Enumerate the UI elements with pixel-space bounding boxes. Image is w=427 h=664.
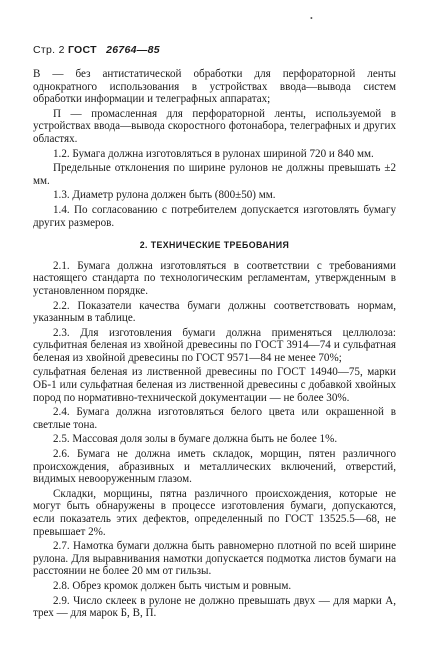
paragraph-2-7: 2.7. Намотка бумаги должна быть равномерно плотной по всей ширине рулона. Для выравнивания намотки допускается подмотка листов бумаги на расстоянии не более 20 мм от гильзы. (33, 540, 396, 578)
page-header (33, 44, 160, 56)
section-title: 2. ТЕХНИЧЕСКИЕ ТРЕБОВАНИЯ (139, 240, 290, 251)
scan-mark: • (310, 14, 313, 23)
standard-number: 26764—85 (106, 44, 160, 56)
paragraph-2-3-cont: сульфатная беленая из лиственной древесины по ГОСТ 14940—75, марки ОБ-1 или сульфатная беленая из лиственной древесины с добавкой хвойных пород по нормативно-технической документации — не более 30%. (33, 366, 396, 404)
paragraph-2-3: 2.3. Для изготовления бумаги должна применяться целлюлоза: сульфитная беленая из хвойной древесины по ГОСТ 3914—74 и сульфатная беленая из хвойной древесины по ГОСТ 9571—84 не менее 70%; (33, 326, 396, 364)
paragraph-grade-p: П — промасленная для перфораторной ленты, используемой в устройствах ввода—вывода скоростного фотонабора, телеграфных и других областях. (33, 107, 396, 145)
paragraph-2-6: 2.6. Бумага не должна иметь складок, морщин, пятен различного происхождения, абразивных и металлических включений, отверстий, видимых невооруженным глазом. (33, 448, 396, 486)
page-number: Стр. 2 (33, 44, 65, 56)
paragraph-2-4: 2.4. Бумага должна изготовляться белого цвета или окрашенной в светлые тона. (33, 406, 396, 431)
document-body (33, 68, 396, 622)
paragraph-1-4: 1.4. По согласованию с потребителем допускается изготовлять бумагу других размеров. (33, 203, 396, 229)
standard-label: ГОСТ (67, 44, 97, 56)
paragraph-2-1: 2.1. Бумага должна изготовляться в соответствии с требованиями настоящего стандарта по технологическим регламентам, утвержденным в установленном порядке. (33, 259, 396, 297)
paragraph-grade-v: В — без антистатической обработки для перфораторной ленты однократного использования в устройствах ввода—вывода систем обработки информации и телеграфных аппаратах; (33, 68, 396, 106)
paragraph-2-2: 2.2. Показатели качества бумаги должны соответствовать нормам, указанным в таблице. (33, 299, 396, 325)
paragraph-2-9: 2.9. Число склеек в рулоне не должно превышать двух — для марки А, трех — для марок Б, В, П. (33, 594, 396, 620)
paragraph-2-8: 2.8. Обрез кромок должен быть чистым и ровным. (53, 579, 292, 592)
paragraph-2-5: 2.5. Массовая доля золы в бумаге должна быть не более 1%. (53, 433, 338, 446)
paragraph-1-3: 1.3. Диаметр рулона должен быть (800±50) мм. (53, 189, 276, 202)
paragraph-2-6-cont: Складки, морщины, пятна различного происхождения, которые не могут быть обнаружены в процессе изготовления бумаги, допускаются, если показатель этих дефектов, определенный по ГОСТ 13525.5—68, не превышает 2%. (33, 487, 396, 538)
paragraph-tolerance: Предельные отклонения по ширине рулонов не должны превышать ±2 мм. (33, 162, 396, 187)
paragraph-1-2: 1.2. Бумага должна изготовляться в рулонах шириной 720 и 840 мм. (53, 147, 374, 160)
